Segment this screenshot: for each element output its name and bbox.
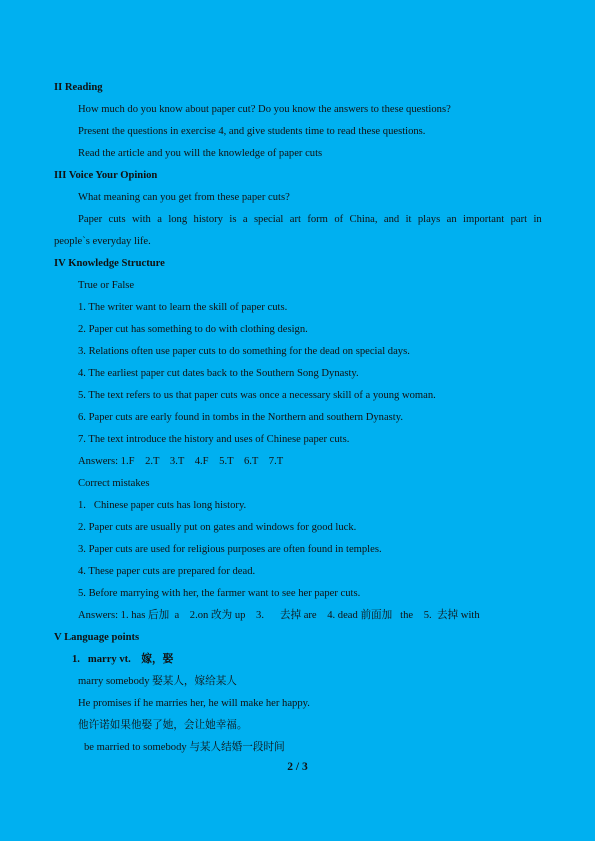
example-sentence: He promises if he marries her, he will make her happy.: [78, 698, 310, 709]
paragraph-word: and: [383, 214, 400, 225]
list-item: 3. Paper cuts are used for religious purposes are often found in temples.: [78, 544, 382, 555]
paragraph-line: people`s everyday life.: [54, 236, 151, 247]
section-heading-language: V Language points: [54, 632, 140, 643]
paragraph-word: history: [193, 214, 223, 225]
paragraph-line: How much do you know about paper cut? Do you know the answers to these questions?: [78, 104, 451, 115]
paragraph-line: marry somebody 娶某人，嫁给某人: [78, 676, 237, 687]
true-false-title: True or False: [78, 280, 135, 291]
paragraph-word: it: [405, 214, 412, 225]
paragraph-line: be married to somebody 与某人结婚一段时间: [84, 742, 285, 753]
list-item: 4. The earliest paper cut dates back to the Southern Song Dynasty.: [78, 368, 359, 379]
paragraph-word: of: [334, 214, 344, 225]
list-item: 2. Paper cut has something to do with clothing design.: [78, 324, 308, 335]
paragraph-word: cuts: [108, 214, 126, 225]
paragraph-word: is: [229, 214, 237, 225]
example-translation: 他许诺如果他娶了她，会让她幸福。: [78, 720, 248, 731]
paragraph-word: Paper: [78, 214, 103, 225]
paragraph-line: What meaning can you get from these paper cuts?: [78, 192, 290, 203]
page-number: 2 / 3: [287, 761, 308, 773]
list-item: 5. The text refers to us that paper cuts was once a necessary skill of a young woman.: [78, 390, 436, 401]
paragraph-word: a: [242, 214, 248, 225]
correct-mistakes-answers: Answers: 1. has 后加 a 2.on 改为 up 3. 去掉 are 4. dead 前面加 the 5. 去掉 with: [78, 610, 480, 621]
paragraph-word: in: [533, 214, 542, 225]
paragraph-line: Read the article and you will the knowledge of paper cuts: [78, 148, 323, 159]
paragraph-word: an: [446, 214, 457, 225]
correct-mistakes-title: Correct mistakes: [78, 478, 150, 489]
paragraph-word: part: [510, 214, 528, 225]
paragraph-word: a: [157, 214, 162, 225]
list-item: 3. Relations often use paper cuts to do something for the dead on special days.: [78, 346, 410, 357]
language-point-title: 1. marry vt. 嫁，娶: [72, 654, 174, 665]
list-item: 7. The text introduce the history and uses of Chinese paper cuts.: [78, 434, 350, 445]
section-heading-opinion: III Voice Your Opinion: [54, 170, 158, 181]
paragraph-word: plays: [417, 214, 441, 225]
list-item: 1. The writer want to learn the skill of paper cuts.: [78, 302, 288, 313]
list-item: 4. These paper cuts are prepared for dead.: [78, 566, 256, 577]
paragraph-word: with: [131, 214, 151, 225]
paragraph-word: China,: [349, 214, 378, 225]
justified-paragraph-line: [78, 213, 542, 227]
paragraph-word: long: [168, 214, 188, 225]
list-item: 5. Before marrying with her, the farmer want to see her paper cuts.: [78, 588, 361, 599]
list-item: 1. Chinese paper cuts has long history.: [78, 500, 247, 511]
list-item: 6. Paper cuts are early found in tombs in the Northern and southern Dynasty.: [78, 412, 403, 423]
list-item: 2. Paper cuts are usually put on gates and windows for good luck.: [78, 522, 357, 533]
section-heading-reading: II Reading: [54, 82, 103, 93]
paragraph-word: special: [253, 214, 284, 225]
paragraph-word: important: [463, 214, 505, 225]
paragraph-word: form: [307, 214, 328, 225]
section-heading-knowledge: IV Knowledge Structure: [54, 258, 165, 269]
true-false-answers: Answers: 1.F 2.T 3.T 4.F 5.T 6.T 7.T: [78, 456, 284, 467]
paragraph-word: art: [289, 214, 301, 225]
paragraph-line: Present the questions in exercise 4, and give students time to read these questions.: [78, 126, 426, 137]
